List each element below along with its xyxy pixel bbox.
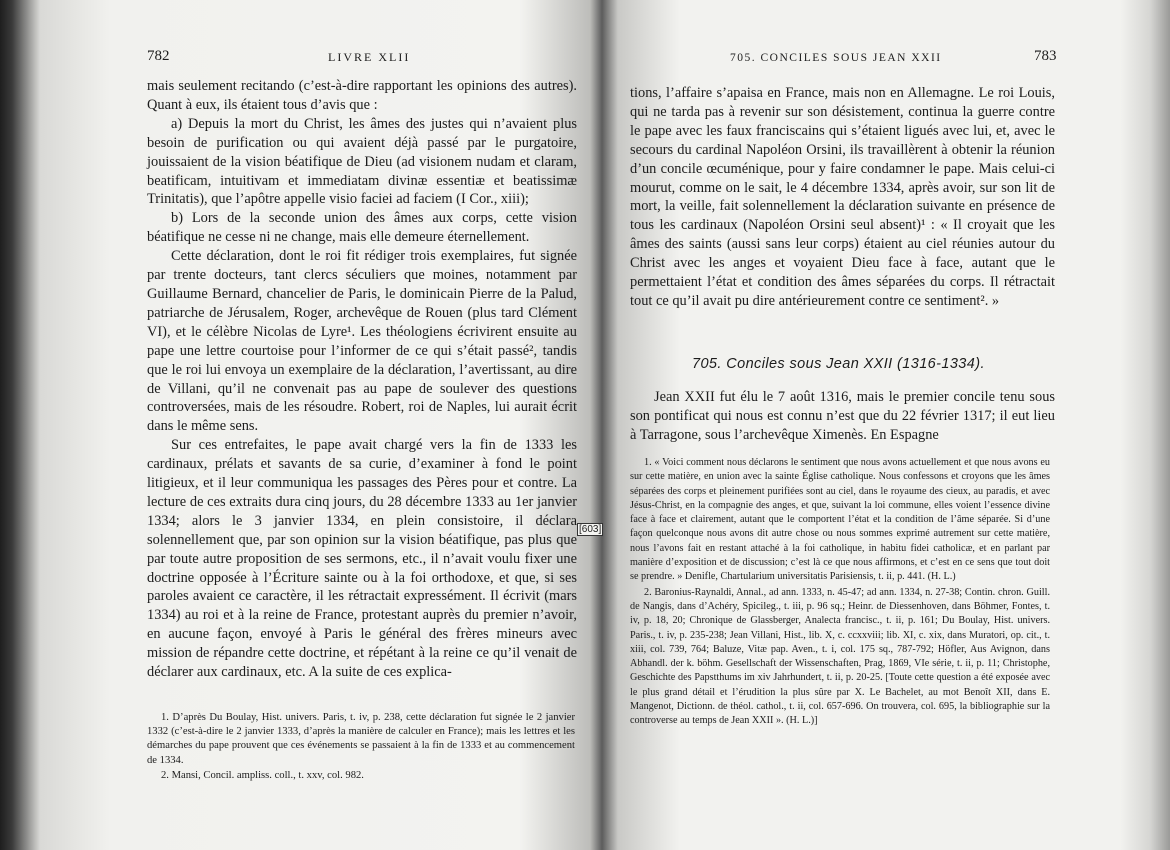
right-running-head: 705. CONCILES SOUS JEAN XXII — [730, 52, 942, 64]
left-paragraph: Cette déclaration, dont le roi fit rédiger trois exemplaires, fut signée par trente docteurs, tant clercs séculiers que moines, notamment par Guillaume Bernard, chancelier de Paris, le dominicain Pierre de la Palud, patriarche de Jérusalem, Roger, archevêque de Rouen (plus tard Clément VI), et le célèbre Nicolas de Lyre¹. Les théologiens écrivirent ensuite au pape une lettre courtoise pour l’informer de ce qui s’était passé², tandis que le roi lui envoya un exemplaire de la déclaration, l’avertissant, au dire de Villani, qu’il ne convenait pas au pape de soulever des questions controversées, mais de les résoudre. Robert, roi de Naples, lui aurait écrit dans le même sens. — [147, 248, 577, 435]
right-paragraph: tions, l’affaire s’apaisa en France, mais non en Allemagne. Le roi Louis, qui ne tarda pas à revenir sur son désistement, continua la guerre contre le pape avec les faux franciscains qui s’étaient ligués avec lui, et, avec le secours du cardinal Napoléon Orsini, ils travaillèrent à obtenir la réunion d’un concile œcuménique, pour y faire condamner le pape. Mais celui-ci mourut, comme on le sait, le 4 décembre 1334, après avoir, sur son lit de mort, la veille, fait solennellement la déclaration suivante en présence de tous les cardinaux (Napoléon Orsini seul absent)¹ : « Il croyait que les âmes des saints (aussi sans leur corps) étaient au ciel réunies autour du Christ avec les anges et voyaient Dieu face à face, autant que le permettaient l’état et condition des âmes séparées du corps. Il rétractait tout ce qu’il avait pu dire antérieurement contre ce sentiment². » — [630, 85, 1055, 309]
left-paragraph: mais seulement recitando (c’est-à-dire rapportant les opinions des autres). Quant à eux, ils étaient tous d’avis que : — [147, 78, 577, 113]
right-footnotes — [630, 456, 1050, 730]
section-title: 705. Conciles sous Jean XXII (1316-1334). — [692, 356, 985, 372]
left-footnotes — [147, 711, 575, 784]
left-footnote: 1. D’après Du Boulay, Hist. univers. Paris, t. iv, p. 238, cette déclaration fut signée le 2 janvier 1332 (c’est-à-dire le 2 janvier 1333, d’après la manière de calculer en France); mais les lettres et les démarches du pape prouvent que ces événements se passaient à la fin de 1333 et au commencement de 1334. — [147, 712, 575, 766]
right-page — [604, 0, 1170, 850]
margin-page-ref: [603] — [579, 524, 602, 535]
right-footnote: 1. « Voici comment nous déclarons le sentiment que nous avons actuellement et que nous avons eu sur cette matière, en union avec la sainte Église catholique. Nous confessons et croyons que les âmes séparées des corps et pleinement purifiées sont au ciel, dans le royaume des cieux, au paradis, et avec Jésus-Christ, en la compagnie des anges, et que, suivant la loi commune, elles voient l’essence divine face à face et clairement, autant que le comportent l’état et la condition de l’âme séparée. Si d’une façon quelconque nous avons dit autre chose ou nous sommes exprimé autrement sur cette matière, nous l’avons fait en restant attaché à la foi catholique, in habitu fidei catholicæ, et en parlant par manière d’exposition et de discussion; c’est là ce que nous affirmons, et c’est en ce sens que tout doit se prendre. » Denifle, Chartularium universitatis Parisiensis, t. ii, p. 441. (H. L.) — [630, 457, 1050, 583]
left-paragraph: a) Depuis la mort du Christ, les âmes des justes qui n’avaient plus besoin de purification ou qui avaient déjà passé par le purgatoire, jouissaient de la vision béatifique de Dieu (ad visionem nudam et claram, beatificam, intuitivam et immediatam divinæ essentiæ et beatissimæ Trinitatis), que l’apôtre appelle visio faciei ad faciem (I Cor., xiii); — [147, 115, 577, 208]
left-running-head: LIVRE XLII — [328, 50, 411, 64]
right-page-number: 783 — [1034, 48, 1057, 64]
left-paragraph: Sur ces entrefaites, le pape avait chargé vers la fin de 1333 les cardinaux, prélats et savants de sa curie, d’examiner à fond le point litigieux, et il leur communiqua les passages des Pères pour et contre. La lecture de ces extraits dura cinq jours, du 28 décembre 1333 au 1er janvier 1334; alors le 3 janvier 1334, en plein consistoire, il déclara solennellement que, par son opinion sur la vision béatifique, pas plus que par toute autre proposition de ses sermons, etc., il n’avait voulu fixer une doctrine opposée à l’Écriture sainte ou à la foi orthodoxe, et que, si ses paroles avaient ce caractère, il les rétractait expressément. Il écrivit (mars 1334) au roi et à la reine de France, protestant auprès du premier n’avoir, en aucune façon, envoyé à Paris le général des frères mineurs avec mission de répandre cette doctrine, et répétant à la reine ce qu’il venait de déclarer aux cardinaux, etc. A la suite de ces explica- — [147, 437, 577, 681]
right-body-text-top — [630, 84, 1055, 311]
left-paragraph: b) Lors de la seconde union des âmes aux corps, cette vision béatifique ne cesse ni ne change, mais elle demeure éternellement. — [147, 210, 577, 246]
right-footnote: 2. Baronius-Raynaldi, Annal., ad ann. 1333, n. 45-47; ad ann. 1334, n. 27-38; Contin. chron. Guill. de Nangis, dans d’Achéry, Spicileg., t. iii, p. 96 sq.; Heinr. de Diessenhoven, dans Böhmer, Fontes, t. iv, p. 18, 20; Chronique de Glassberger, Analecta francisc., t. ii, p. 161; Du Boulay, Hist. univers. Paris., t. iv, p. 235-238; Jean Villani, Hist., lib. X, c. ccxxviii; lib. XI, c. xix, dans Muratori, op. cit., t. xiii, col. 739, 764; Baluze, Vitæ pap. Aven., t. i, col. 175 sq., 787-792; Höfler, Aus Avignon, dans Abhandl. der k. böhm. Gesellschaft der Wissenschaften, Prag, 1869, VIe série, t. ii, p. 11; Christophe, Geschichte des Papstthums im xiv Jahrhundert, t. ii, p. 20-25. [Toute cette question a été exposée avec le plus grand détail et l’érudition la plus sûre par X. Le Bachelet, au mot Benoît XII, dans E. Mangenot, Dictionn. de théol. cathol., t. ii, col. 657-696. On trouvera, col. 695, la bibliographie sur la controverse au temps de Jean XXII ». (H. L.)] — [630, 586, 1050, 727]
right-paragraph: Jean XXII fut élu le 7 août 1316, mais le premier concile tenu sous son pontificat qui nous est connu n’est que du 22 février 1317; il eut lieu à Tarragone, sous l’archevêque Ximenès. En Espagne — [630, 389, 1055, 443]
left-page-number: 782 — [147, 48, 170, 64]
left-footnote: 2. Mansi, Concil. ampliss. coll., t. xxv, col. 982. — [161, 769, 364, 781]
left-body-text — [147, 77, 577, 682]
right-body-text-bottom — [630, 388, 1055, 445]
